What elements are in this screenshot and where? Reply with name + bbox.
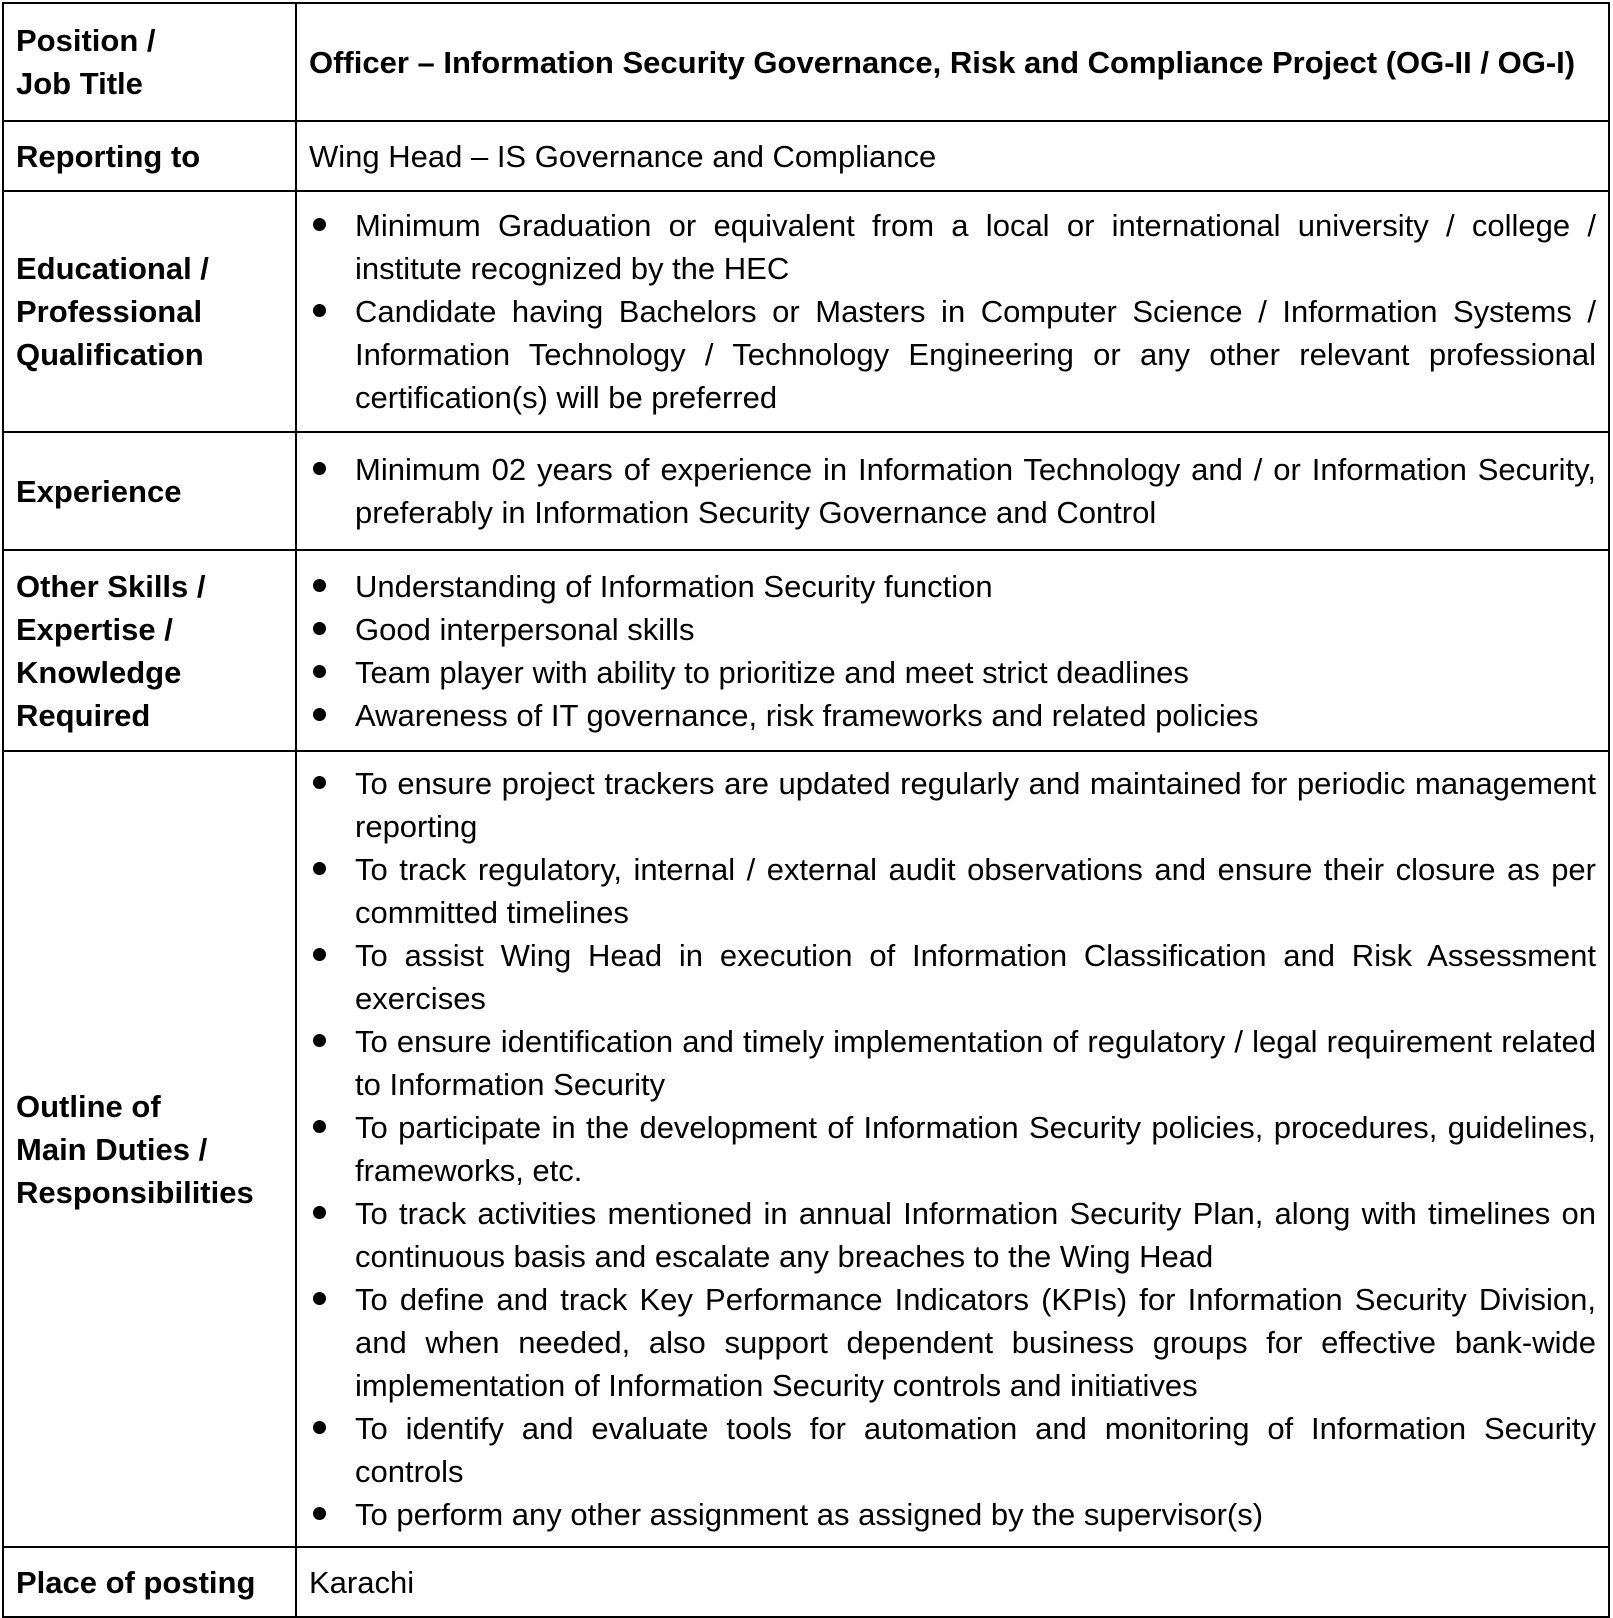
list-item: [309, 934, 1596, 1020]
reporting-value: Wing Head – IS Governance and Compliance: [296, 121, 1609, 191]
list-item: [309, 762, 1596, 848]
bullet-icon: [313, 776, 326, 789]
place-value: Karachi: [296, 1547, 1609, 1617]
skills-list: [309, 565, 1596, 737]
bullet-icon: [313, 665, 326, 678]
row-place: [3, 1547, 1609, 1617]
education-value: [296, 191, 1609, 432]
duties-list: [309, 762, 1596, 1536]
education-label: Educational / Professional Qualification: [3, 191, 296, 432]
row-duties: [3, 751, 1609, 1547]
bullet-icon: [313, 218, 326, 231]
bullet-icon: [313, 1507, 326, 1520]
position-value: Officer – Information Security Governance, Risk and Compliance Project (OG-II / OG-I): [296, 3, 1609, 121]
experience-list: [309, 448, 1596, 534]
place-label: Place of posting: [3, 1547, 296, 1617]
row-reporting: [3, 121, 1609, 191]
bullet-icon: [313, 1034, 326, 1047]
bullet-icon: [313, 622, 326, 635]
list-item: [309, 1106, 1596, 1192]
row-experience: [3, 432, 1609, 550]
experience-value: [296, 432, 1609, 550]
position-label: Position / Job Title: [3, 3, 296, 121]
list-item-text: Team player with ability to prioritize and meet strict deadlines: [355, 654, 1189, 690]
list-item-text: Good interpersonal skills: [355, 611, 695, 647]
list-item-text: Awareness of IT governance, risk frameworks and related policies: [355, 697, 1259, 733]
skills-label: Other Skills / Expertise / Knowledge Required: [3, 550, 296, 751]
bullet-icon: [313, 462, 326, 475]
list-item-text: Minimum Graduation or equivalent from a local or international university / college / institute recognized by the HEC: [355, 208, 1596, 286]
bullet-icon: [313, 708, 326, 721]
list-item-text: To ensure identification and timely implementation of regulatory / legal requirement related to Information Security: [355, 1024, 1596, 1102]
row-skills: [3, 550, 1609, 751]
list-item-text: To ensure project trackers are updated regularly and maintained for periodic management reporting: [355, 766, 1596, 844]
list-item: [309, 290, 1596, 419]
bullet-icon: [313, 304, 326, 317]
list-item-text: To perform any other assignment as assigned by the supervisor(s): [355, 1497, 1264, 1532]
list-item: [309, 651, 1596, 694]
list-item: [309, 1278, 1596, 1407]
reporting-label: Reporting to: [3, 121, 296, 191]
bullet-icon: [313, 1120, 326, 1133]
bullet-icon: [313, 1292, 326, 1305]
bullet-icon: [313, 1206, 326, 1219]
list-item: [309, 848, 1596, 934]
skills-value: [296, 550, 1609, 751]
bullet-icon: [313, 862, 326, 875]
bullet-icon: [313, 1421, 326, 1434]
duties-value: [296, 751, 1609, 1547]
list-item: [309, 1407, 1596, 1493]
experience-label: Experience: [3, 432, 296, 550]
row-education: [3, 191, 1609, 432]
list-item-text: To track regulatory, internal / external audit observations and ensure their closure as per committed timelines: [355, 852, 1596, 930]
list-item-text: To participate in the development of Information Security policies, procedures, guidelines, frameworks, etc.: [355, 1110, 1596, 1188]
list-item-text: Understanding of Information Security function: [355, 568, 993, 604]
list-item: [309, 608, 1596, 651]
list-item-text: To assist Wing Head in execution of Information Classification and Risk Assessment exercises: [355, 938, 1596, 1016]
list-item: [309, 1493, 1596, 1536]
list-item-text: To define and track Key Performance Indicators (KPIs) for Information Security Division, and when needed, also support dependent business groups for effective bank-wide implementation of Information Security controls and initiatives: [355, 1282, 1596, 1403]
list-item-text: Candidate having Bachelors or Masters in Computer Science / Information Systems / Information Technology / Technology Engineering or any other relevant professional certification(s) will be preferred: [355, 294, 1596, 415]
job-description-table: [2, 2, 1610, 1618]
list-item-text: Minimum 02 years of experience in Information Technology and / or Information Security, preferably in Information Security Governance and Control: [355, 452, 1596, 530]
list-item: [309, 565, 1596, 608]
list-item: [309, 1020, 1596, 1106]
list-item: [309, 448, 1596, 534]
list-item: [309, 694, 1596, 737]
list-item-text: To identify and evaluate tools for automation and monitoring of Information Security controls: [355, 1411, 1596, 1489]
list-item: [309, 204, 1596, 290]
duties-label: Outline of Main Duties / Responsibilities: [3, 751, 296, 1547]
row-position: [3, 3, 1609, 121]
list-item: [309, 1192, 1596, 1278]
list-item-text: To track activities mentioned in annual Information Security Plan, along with timelines on continuous basis and escalate any breaches to the Wing Head: [355, 1196, 1596, 1274]
bullet-icon: [313, 948, 326, 961]
bullet-icon: [313, 579, 326, 592]
education-list: [309, 204, 1596, 419]
